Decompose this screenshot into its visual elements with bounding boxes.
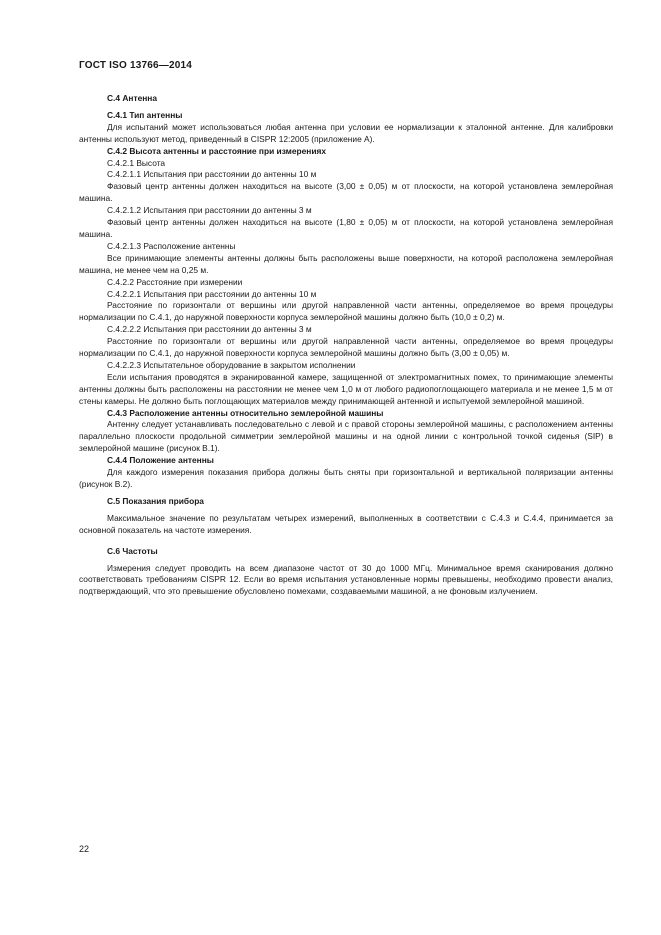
section-c4212-title: С.4.2.1.2 Испытания при расстоянии до антенны 3 м: [107, 205, 312, 216]
section-c6-text: Измерения следует проводить на всем диапазоне частот от 30 до 1000 МГц. Минимальное время сканирования должно соответствовать требованиям CISPR 12. Если во время испытания установленные нормы превышены, необходимо провести анализ, подтверждающий, что это превышение обусловлено помехами, создаваемыми машиной, а не фоновым излучением.: [79, 562, 613, 597]
section-c5-text: Максимальное значение по результатам четырех измерений, выполненных в соответствии с С.4.3 и С.4.4, принимается за основной показатель на частоте измерения.: [79, 512, 613, 535]
section-c4223-text: Если испытания проводятся в экранированной камере, защищенной от электромагнитных помех, то принимающие элементы антенны должны быть расположены на расстоянии не менее чем 1,0 м от любого радиопоглощающего материала и не менее 1,5 м от стены камеры. Не должно быть поглощающих материалов между принимающей антенной и испытуемой землеройной машиной.: [79, 371, 613, 406]
section-c5-title: С.5 Показания прибора: [107, 495, 204, 506]
section-c43-text: Антенну следует устанавливать последовательно с левой и с правой стороны землеройной машины, с расположением антенны параллельно плоскости продольной симметрии землеройной машины и на одной линии с контрольной точкой сиденья (SIP) в землеройной машине (рисунок В.1).: [79, 419, 613, 454]
section-c422-title: С.4.2.2 Расстояние при измерении: [107, 276, 243, 287]
page-number: 22: [79, 844, 90, 854]
section-c41-text: Для испытаний может использоваться любая антенна при условии ее нормализации к эталонной антенне. Для калибровки антенны используют метод, приведенный в CISPR 12:2005 (приложение А).: [79, 121, 613, 144]
section-c4221-title: С.4.2.2.1 Испытания при расстоянии до антенны 10 м: [107, 288, 317, 299]
section-c41-title: С.4.1 Тип антенны: [107, 109, 183, 120]
section-c44-text: Для каждого измерения показания прибора должны быть сняты при горизонтальной и вертикальной поляризации антенны (рисунок В.2).: [79, 467, 613, 489]
section-c6-title: С.6 Частоты: [107, 545, 158, 556]
section-c4211-text: Фазовый центр антенны должен находиться на высоте (3,00 ± 0,05) м от плоскости, на которой установлена землеройная машина.: [79, 181, 613, 204]
section-c4213-title: С.4.2.1.3 Расположение антенны: [107, 240, 236, 251]
section-c421-title: С.4.2.1 Высота: [107, 157, 166, 168]
section-c43-title: С.4.3 Расположение антенны относительно землеройной машины: [107, 407, 384, 418]
section-c4211-title: С.4.2.1.1 Испытания при расстоянии до антенны 10 м: [107, 169, 317, 180]
section-c4223-title: С.4.2.2.3 Испытательное оборудование в закрытом исполнении: [107, 359, 356, 370]
section-c4221-text: Расстояние по горизонтали от вершины или другой направленной части антенны, определяемое во время процедуры нормализации по С.4.1, до наружной поверхности корпуса землеройной машины должно быть (10,0 ± 0,2) м.: [79, 300, 613, 323]
document-body: [79, 93, 613, 598]
section-c42-title: С.4.2 Высота антенны и расстояние при измерениях: [107, 145, 327, 156]
section-c44-title: С.4.4 Положение антенны: [107, 455, 214, 466]
document-header-title: ГОСТ ISO 13766—2014: [79, 60, 193, 71]
section-c4212-text: Фазовый центр антенны должен находиться на высоте (1,80 ± 0,05) м от плоскости, на которой установлена землеройная машина.: [79, 217, 613, 239]
section-c4222-text: Расстояние по горизонтали от вершины или другой направленной части антенны, определяемое во время процедуры нормализации по С.4.1, до наружной поверхности корпуса землеройной машины должно быть (3,00 ± 0,05) м.: [79, 336, 613, 359]
section-c4213-text: Все принимающие элементы антенны должны быть расположены выше поверхности, на которой расположена землеройная машина, не менее чем на 0,25 м.: [79, 252, 613, 275]
section-c4-title: С.4 Антенна: [107, 93, 158, 103]
section-c4222-title: С.4.2.2.2 Испытания при расстоянии до антенны 3 м: [107, 324, 312, 335]
